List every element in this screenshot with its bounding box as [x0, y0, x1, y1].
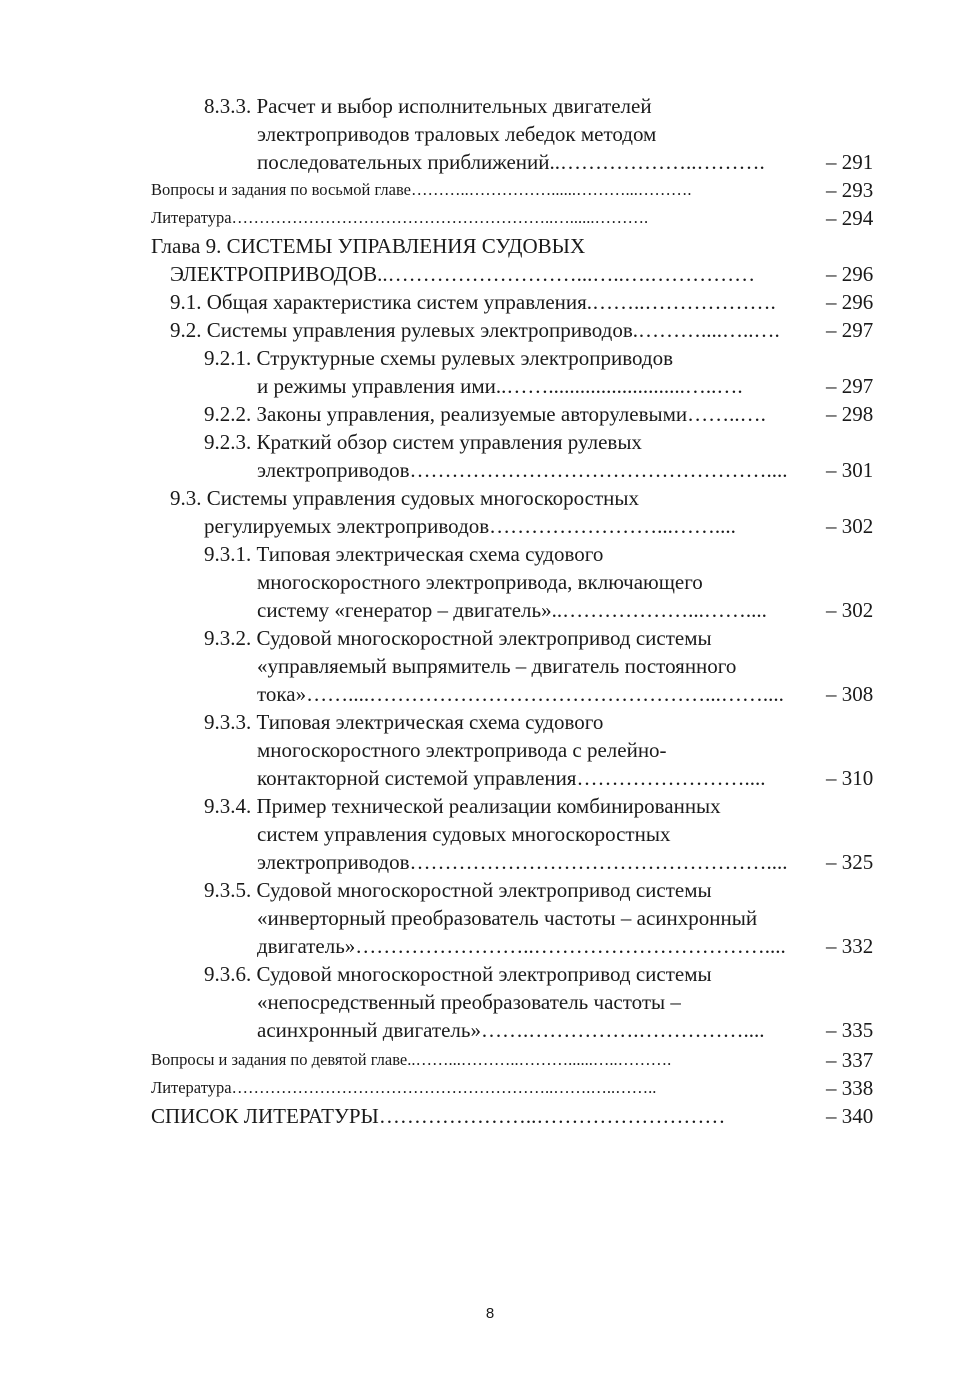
toc-line: 9.2.1. Структурные схемы рулевых электроприводов	[204, 346, 674, 370]
toc-line: многоскоростного электропривода с релейно-	[257, 738, 667, 762]
toc-line: 9.2. Системы управления рулевых электроприводов.………....…..….	[170, 318, 780, 342]
toc-page-number: – 310	[826, 766, 874, 790]
toc-line: «непосредственный преобразователь частоты –	[257, 990, 681, 1014]
toc-line: 9.3.6. Судовой многоскоростной электропривод системы	[204, 962, 712, 986]
toc-page-number: – 291	[826, 150, 874, 174]
toc-line: контакторной системой управления……………………....	[257, 766, 766, 790]
toc-line: 9.3.2. Судовой многоскоростной электропривод системы	[204, 626, 712, 650]
toc-page-number: – 302	[826, 598, 874, 622]
toc-page-number: – 337	[826, 1048, 874, 1072]
toc-line: 9.2.2. Законы управления, реализуемые авторулевыми……..….	[204, 402, 766, 426]
toc-line: систем управления судовых многоскоростных	[257, 822, 671, 846]
toc-line: и режимы управления ими..……..........................…..….	[257, 374, 743, 398]
toc-page-number: – 296	[826, 290, 874, 314]
toc-line: многоскоростного электропривода, включающего	[257, 570, 703, 594]
toc-line: «управляемый выпрямитель – двигатель постоянного	[257, 654, 737, 678]
toc-page-number: – 293	[826, 178, 874, 202]
toc-line: 9.3.3. Типовая электрическая схема судового	[204, 710, 604, 734]
toc-line: 9.3.5. Судовой многоскоростной электропривод системы	[204, 878, 712, 902]
toc-page-number: – 294	[826, 206, 874, 230]
toc-line: 8.3.3. Расчет и выбор исполнительных двигателей	[204, 94, 652, 118]
toc-line: электроприводов……………………………………………....	[257, 458, 788, 482]
toc-chapter-title: ЭЛЕКТРОПРИВОДОВ..………………………...…..….……………	[170, 262, 756, 286]
toc-line: 9.3.1. Типовая электрическая схема судового	[204, 542, 604, 566]
toc-line: двигатель»……………………..……………………………....	[257, 934, 786, 958]
toc-line: последовательных приближений..………………..……….	[257, 150, 765, 174]
toc-line: регулируемых электроприводов……………………...……....	[204, 514, 736, 538]
toc-page-number: – 308	[826, 682, 874, 706]
toc-line: тока»……....…………………………………………...……....	[257, 682, 784, 706]
toc-line: электроприводов……………………………………………....	[257, 850, 788, 874]
toc-page-number: – 338	[826, 1076, 874, 1100]
toc-page-number: – 296	[826, 262, 874, 286]
toc-line: 9.1. Общая характеристика систем управления.……..……………….	[170, 290, 776, 314]
toc-page-number: – 301	[826, 458, 874, 482]
toc-page-number: – 302	[826, 514, 874, 538]
toc-line: «инверторный преобразователь частоты – асинхронный	[257, 906, 758, 930]
toc-line: 9.2.3. Краткий обзор систем управления рулевых	[204, 430, 642, 454]
toc-line: 9.3. Системы управления судовых многоскоростных	[170, 486, 639, 510]
toc-page-number: – 298	[826, 402, 874, 426]
toc-page-number: – 297	[826, 318, 874, 342]
toc-line: Литература…………………………………………………..…......……….	[151, 208, 649, 227]
toc-page-number: – 325	[826, 850, 874, 874]
toc-line: систему «генератор – двигатель»..………………...……....	[257, 598, 767, 622]
toc-chapter-title: Глава 9. СИСТЕМЫ УПРАВЛЕНИЯ СУДОВЫХ	[151, 234, 586, 258]
toc-page-number: – 297	[826, 374, 874, 398]
toc-line: Литература…………………………………………………..…….…..……..	[151, 1078, 657, 1097]
page-number: 8	[485, 1305, 495, 1322]
toc-page-number: – 340	[826, 1104, 874, 1128]
toc-line: электроприводов траловых лебедок методом	[257, 122, 657, 146]
toc-page-number: – 332	[826, 934, 874, 958]
toc-line: Вопросы и задания по восьмой главе………..……………......………...……….	[151, 180, 692, 199]
toc-page-number: – 335	[826, 1018, 874, 1042]
toc-line: асинхронный двигатель»…….…………….……………....	[257, 1018, 765, 1042]
toc-line: СПИСОК ЛИТЕРАТУРЫ…………………..………………………	[151, 1104, 726, 1128]
toc-line: 9.3.4. Пример технической реализации комбинированных	[204, 794, 721, 818]
toc-line: Вопросы и задания по девятой главе..……...………..………......…..……….	[151, 1050, 672, 1069]
